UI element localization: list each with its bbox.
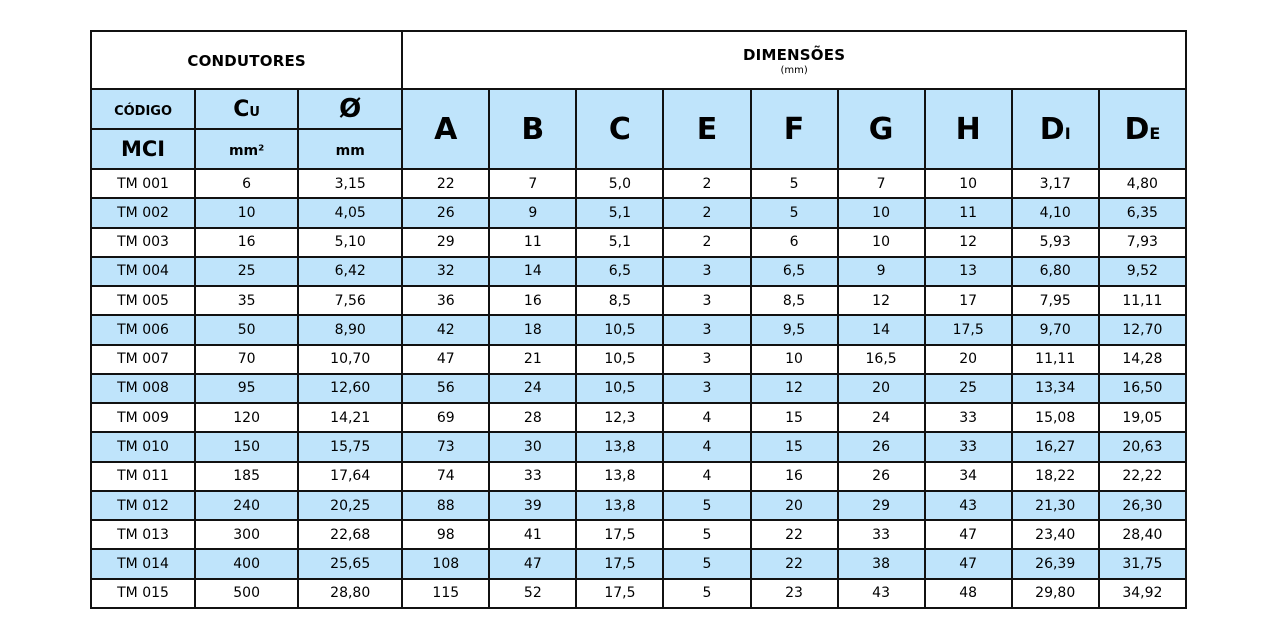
column-header-row: [91, 89, 1186, 129]
dimensoes-unit: (mm): [780, 64, 808, 76]
dim-label-subscript: E: [1149, 123, 1161, 143]
diameter-symbol: Ø: [339, 94, 362, 124]
diameter-unit-label: mm: [335, 142, 365, 159]
dim-label: [1040, 112, 1071, 147]
value-cell: 35: [195, 286, 298, 315]
group-header-row: [91, 31, 1186, 89]
value-cell: 18,22: [1012, 462, 1099, 491]
value-cell: 3: [663, 345, 750, 374]
value-cell: 20,25: [298, 491, 402, 520]
code-cell: TM 015: [91, 579, 195, 608]
value-cell: 25,65: [298, 549, 402, 578]
dim-label-main: G: [868, 111, 894, 147]
dim-header-de: [1099, 89, 1186, 169]
value-cell: 150: [195, 432, 298, 461]
value-cell: 10,5: [576, 345, 663, 374]
dim-label-main: H: [955, 111, 981, 147]
value-cell: 74: [402, 462, 489, 491]
value-cell: 22: [402, 169, 489, 198]
value-cell: 6,80: [1012, 257, 1099, 286]
value-cell: 47: [925, 549, 1012, 578]
value-cell: 14: [489, 257, 576, 286]
mci-header: [91, 129, 195, 169]
table-row: [91, 374, 1186, 403]
value-cell: 16,27: [1012, 432, 1099, 461]
value-cell: 6,35: [1099, 198, 1186, 227]
code-cell: TM 011: [91, 462, 195, 491]
value-cell: 24: [838, 403, 925, 432]
value-cell: 33: [838, 520, 925, 549]
condutores-header: [91, 31, 402, 89]
value-cell: 7,56: [298, 286, 402, 315]
value-cell: 29,80: [1012, 579, 1099, 608]
code-cell: TM 007: [91, 345, 195, 374]
value-cell: 300: [195, 520, 298, 549]
value-cell: 7,95: [1012, 286, 1099, 315]
value-cell: 5: [751, 198, 838, 227]
value-cell: 12,60: [298, 374, 402, 403]
table-row: [91, 579, 1186, 608]
value-cell: 17,5: [576, 579, 663, 608]
value-cell: 19,05: [1099, 403, 1186, 432]
value-cell: 28,80: [298, 579, 402, 608]
value-cell: 17,5: [576, 549, 663, 578]
table-row: [91, 491, 1186, 520]
value-cell: 3,17: [1012, 169, 1099, 198]
value-cell: 2: [663, 228, 750, 257]
value-cell: 14,28: [1099, 345, 1186, 374]
value-cell: 5,10: [298, 228, 402, 257]
value-cell: 43: [838, 579, 925, 608]
cu-unit-header: [195, 129, 298, 169]
value-cell: 33: [925, 403, 1012, 432]
dim-label-main: D: [1124, 111, 1150, 147]
value-cell: 10,70: [298, 345, 402, 374]
value-cell: 17,5: [925, 315, 1012, 344]
value-cell: 9: [489, 198, 576, 227]
dim-label: [521, 112, 544, 147]
cu-header: [195, 89, 298, 129]
value-cell: 29: [402, 228, 489, 257]
value-cell: 17: [925, 286, 1012, 315]
value-cell: 70: [195, 345, 298, 374]
value-cell: 15: [751, 403, 838, 432]
value-cell: 73: [402, 432, 489, 461]
value-cell: 26,39: [1012, 549, 1099, 578]
codigo-header: [91, 89, 195, 129]
dim-label: [434, 112, 457, 147]
codigo-label: CÓDIGO: [114, 103, 173, 119]
dim-header-a: [402, 89, 489, 169]
value-cell: 7,93: [1099, 228, 1186, 257]
condutores-title: CONDUTORES: [187, 51, 306, 70]
value-cell: 28: [489, 403, 576, 432]
value-cell: 12: [751, 374, 838, 403]
value-cell: 10: [838, 198, 925, 227]
value-cell: 9,52: [1099, 257, 1186, 286]
value-cell: 23,40: [1012, 520, 1099, 549]
value-cell: 14,21: [298, 403, 402, 432]
value-cell: 34,92: [1099, 579, 1186, 608]
value-cell: 400: [195, 549, 298, 578]
value-cell: 11: [925, 198, 1012, 227]
value-cell: 41: [489, 520, 576, 549]
code-cell: TM 003: [91, 228, 195, 257]
cu-subscript: U: [249, 104, 260, 120]
value-cell: 28,40: [1099, 520, 1186, 549]
value-cell: 47: [489, 549, 576, 578]
value-cell: 13,8: [576, 491, 663, 520]
value-cell: 500: [195, 579, 298, 608]
value-cell: 25: [925, 374, 1012, 403]
value-cell: 17,64: [298, 462, 402, 491]
value-cell: 8,90: [298, 315, 402, 344]
dim-label-main: A: [434, 111, 458, 147]
value-cell: 10,5: [576, 374, 663, 403]
value-cell: 5: [663, 491, 750, 520]
code-cell: TM 002: [91, 198, 195, 227]
table-row: [91, 315, 1186, 344]
value-cell: 185: [195, 462, 298, 491]
value-cell: 5: [663, 549, 750, 578]
value-cell: 6,5: [751, 257, 838, 286]
value-cell: 3,15: [298, 169, 402, 198]
dim-label-main: B: [521, 111, 545, 147]
value-cell: 69: [402, 403, 489, 432]
dim-header-di: [1012, 89, 1099, 169]
value-cell: 16: [195, 228, 298, 257]
value-cell: 5,93: [1012, 228, 1099, 257]
value-cell: 4,10: [1012, 198, 1099, 227]
dim-header-f: [751, 89, 838, 169]
value-cell: 5: [663, 579, 750, 608]
value-cell: 22: [751, 520, 838, 549]
value-cell: 9,5: [751, 315, 838, 344]
dim-header-g: [838, 89, 925, 169]
dim-header-b: [489, 89, 576, 169]
value-cell: 29: [838, 491, 925, 520]
value-cell: 6,5: [576, 257, 663, 286]
table-row: [91, 549, 1186, 578]
value-cell: 120: [195, 403, 298, 432]
table-row: [91, 169, 1186, 198]
value-cell: 88: [402, 491, 489, 520]
value-cell: 2: [663, 169, 750, 198]
value-cell: 14: [838, 315, 925, 344]
value-cell: 16: [751, 462, 838, 491]
value-cell: 50: [195, 315, 298, 344]
code-cell: TM 010: [91, 432, 195, 461]
value-cell: 98: [402, 520, 489, 549]
value-cell: 4,80: [1099, 169, 1186, 198]
value-cell: 24: [489, 374, 576, 403]
value-cell: 32: [402, 257, 489, 286]
value-cell: 26: [838, 462, 925, 491]
dimensions-table: [90, 30, 1187, 609]
value-cell: 39: [489, 491, 576, 520]
value-cell: 3: [663, 257, 750, 286]
dim-label: [784, 112, 805, 147]
code-cell: TM 014: [91, 549, 195, 578]
value-cell: 10,5: [576, 315, 663, 344]
value-cell: 5,0: [576, 169, 663, 198]
dim-label: [697, 112, 718, 147]
value-cell: 10: [925, 169, 1012, 198]
value-cell: 95: [195, 374, 298, 403]
table-row: [91, 228, 1186, 257]
diameter-header: [298, 89, 402, 129]
code-cell: TM 001: [91, 169, 195, 198]
value-cell: 26: [838, 432, 925, 461]
dim-header-c: [576, 89, 663, 169]
value-cell: 12: [925, 228, 1012, 257]
dim-label-main: D: [1039, 111, 1065, 147]
mci-label: MCI: [120, 137, 166, 161]
value-cell: 108: [402, 549, 489, 578]
value-cell: 115: [402, 579, 489, 608]
value-cell: 16,50: [1099, 374, 1186, 403]
value-cell: 20: [925, 345, 1012, 374]
table-row: [91, 257, 1186, 286]
dimensoes-title: DIMENSÕES: [743, 45, 846, 64]
table-row: [91, 462, 1186, 491]
value-cell: 22: [751, 549, 838, 578]
value-cell: 13,8: [576, 462, 663, 491]
dim-label-main: F: [783, 111, 805, 147]
value-cell: 10: [838, 228, 925, 257]
value-cell: 12,3: [576, 403, 663, 432]
value-cell: 8,5: [751, 286, 838, 315]
value-cell: 9: [838, 257, 925, 286]
value-cell: 4: [663, 462, 750, 491]
value-cell: 26: [402, 198, 489, 227]
cu-main: C: [233, 96, 250, 122]
value-cell: 52: [489, 579, 576, 608]
value-cell: 21: [489, 345, 576, 374]
value-cell: 5,1: [576, 228, 663, 257]
value-cell: 38: [838, 549, 925, 578]
value-cell: 5: [663, 520, 750, 549]
value-cell: 25: [195, 257, 298, 286]
dimensoes-header: [402, 31, 1186, 89]
value-cell: 11: [489, 228, 576, 257]
value-cell: 26,30: [1099, 491, 1186, 520]
value-cell: 7: [489, 169, 576, 198]
table-row: [91, 345, 1186, 374]
value-cell: 11,11: [1099, 286, 1186, 315]
value-cell: 13,8: [576, 432, 663, 461]
value-cell: 33: [489, 462, 576, 491]
value-cell: 20,63: [1099, 432, 1186, 461]
value-cell: 20: [751, 491, 838, 520]
code-cell: TM 006: [91, 315, 195, 344]
value-cell: 16: [489, 286, 576, 315]
value-cell: 9,70: [1012, 315, 1099, 344]
value-cell: 48: [925, 579, 1012, 608]
dim-header-h: [925, 89, 1012, 169]
value-cell: 30: [489, 432, 576, 461]
dim-label-subscript: I: [1064, 123, 1071, 143]
value-cell: 42: [402, 315, 489, 344]
value-cell: 20: [838, 374, 925, 403]
value-cell: 7: [838, 169, 925, 198]
table-row: [91, 198, 1186, 227]
value-cell: 4,05: [298, 198, 402, 227]
value-cell: 23: [751, 579, 838, 608]
value-cell: 3: [663, 286, 750, 315]
table-row: [91, 403, 1186, 432]
value-cell: 3: [663, 374, 750, 403]
value-cell: 6: [195, 169, 298, 198]
value-cell: 13: [925, 257, 1012, 286]
value-cell: 43: [925, 491, 1012, 520]
value-cell: 2: [663, 198, 750, 227]
dim-label-main: C: [608, 111, 631, 147]
dim-label: [956, 112, 981, 147]
value-cell: 18: [489, 315, 576, 344]
dim-label: [1124, 112, 1160, 147]
value-cell: 15,75: [298, 432, 402, 461]
cu-label: [233, 97, 260, 122]
value-cell: 8,5: [576, 286, 663, 315]
code-cell: TM 012: [91, 491, 195, 520]
value-cell: 17,5: [576, 520, 663, 549]
value-cell: 15,08: [1012, 403, 1099, 432]
table-row: [91, 432, 1186, 461]
value-cell: 6: [751, 228, 838, 257]
value-cell: 36: [402, 286, 489, 315]
value-cell: 21,30: [1012, 491, 1099, 520]
value-cell: 22,68: [298, 520, 402, 549]
value-cell: 47: [402, 345, 489, 374]
dim-header-e: [663, 89, 750, 169]
table-row: [91, 286, 1186, 315]
dim-label: [869, 112, 894, 147]
cu-unit-label: mm²: [228, 142, 265, 159]
value-cell: 15: [751, 432, 838, 461]
value-cell: 34: [925, 462, 1012, 491]
value-cell: 3: [663, 315, 750, 344]
code-cell: TM 004: [91, 257, 195, 286]
code-cell: TM 013: [91, 520, 195, 549]
value-cell: 13,34: [1012, 374, 1099, 403]
value-cell: 33: [925, 432, 1012, 461]
value-cell: 10: [751, 345, 838, 374]
value-cell: 5: [751, 169, 838, 198]
value-cell: 22,22: [1099, 462, 1186, 491]
code-cell: TM 005: [91, 286, 195, 315]
value-cell: 31,75: [1099, 549, 1186, 578]
code-cell: TM 008: [91, 374, 195, 403]
code-cell: TM 009: [91, 403, 195, 432]
value-cell: 6,42: [298, 257, 402, 286]
value-cell: 240: [195, 491, 298, 520]
value-cell: 16,5: [838, 345, 925, 374]
dim-label: [609, 112, 631, 147]
value-cell: 5,1: [576, 198, 663, 227]
value-cell: 10: [195, 198, 298, 227]
dim-label-main: E: [696, 111, 718, 147]
table-body: [91, 169, 1186, 608]
value-cell: 4: [663, 403, 750, 432]
value-cell: 11,11: [1012, 345, 1099, 374]
value-cell: 12: [838, 286, 925, 315]
diameter-unit-header: [298, 129, 402, 169]
value-cell: 47: [925, 520, 1012, 549]
value-cell: 4: [663, 432, 750, 461]
value-cell: 56: [402, 374, 489, 403]
value-cell: 12,70: [1099, 315, 1186, 344]
table-row: [91, 520, 1186, 549]
